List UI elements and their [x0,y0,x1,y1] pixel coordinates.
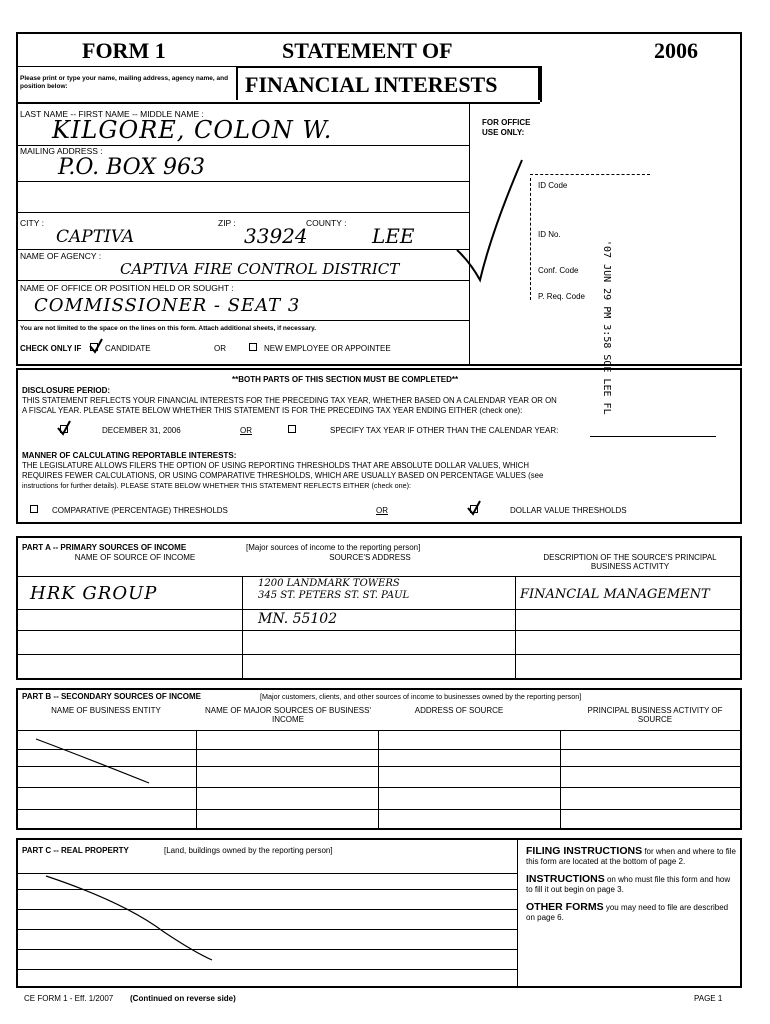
disclosure-period-heading: DISCLOSURE PERIOD: [22,386,111,395]
part-b-col-address: ADDRESS OF SOURCE [414,706,504,715]
county-value: LEE [372,224,415,248]
or-label-period: OR [240,426,252,435]
form-number: FORM 1 [82,38,166,63]
dec31-checkmark [56,420,72,436]
received-stamp: '07 JUN 29 PM 3:58 SOE LEE FL [601,240,612,415]
or-label-manner: OR [376,506,388,515]
handwritten-check-mark [452,150,532,300]
zip-label: ZIP : [218,218,236,228]
manner-text-1: THE LEGISLATURE ALLOWS FILERS THE OPTION OF USING REPORTING THRESHOLDS THAT ARE ABSOLUTE DOLLAR VALUES, WHICH [22,461,530,470]
part-a-heading: PART A -- PRIMARY SOURCES OF INCOME [22,543,187,552]
candidate-checkmark [88,338,104,354]
part-b-heading: PART B -- SECONDARY SOURCES OF INCOME [22,692,201,701]
filing-t1: for when and where to file this form are located at the bottom of page 2. [526,847,736,866]
manner-text-2: REQUIRES FEWER CALCULATIONS, OR USING COMPARATIVE THRESHOLDS, WHICH ARE USUALLY BASED ON PERCENTAGE VALUES (see [22,471,544,480]
both-parts-note: **BOTH PARTS OF THIS SECTION MUST BE COMPLETED** [232,375,459,384]
footer-right: PAGE 1 [694,994,723,1003]
part-a-row1-address-3: MN. 55102 [258,611,338,627]
id-code-label: ID Code [538,181,568,190]
part-a-row1-activity: FINANCIAL MANAGEMENT [520,587,710,602]
city-label: CITY : [20,218,44,228]
part-b-subheading: [Major customers, clients, and other sources of income to businesses owned by the reporting person] [260,692,582,701]
manner-text-3: instructions for further details). PLEASE STATE BELOW WHETHER THIS STATEMENT REFLECTS EITHER (check one): [22,481,412,490]
form-title-line1: STATEMENT OF [282,38,453,63]
comparative-label: COMPARATIVE (PERCENTAGE) THRESHOLDS [52,506,228,515]
address-value: P.O. BOX 963 [58,155,205,180]
new-employee-label: NEW EMPLOYEE OR APPOINTEE [264,344,391,353]
dec31-label: DECEMBER 31, 2006 [102,426,181,435]
p-req-code-label: P. Req. Code [538,292,585,301]
instructions-note: Please print or type your name, mailing address, agency name, and position below: [20,75,229,90]
part-b-strikethrough [34,737,154,787]
manner-heading: MANNER OF CALCULATING REPORTABLE INTERESTS: [22,451,237,460]
filing-h1: FILING INSTRUCTIONS [526,845,643,857]
filing-t2: on who must file this form and how to fill it out begin on page 3. [526,875,731,894]
filing-t3: you may need to file are described on page 6. [526,903,729,922]
candidate-label: CANDIDATE [105,344,151,353]
part-a-row1-name: HRK GROUP [30,583,158,604]
footer-middle: (Continued on reverse side) [130,994,236,1003]
filing-h2: INSTRUCTIONS [526,873,605,885]
part-a-col-name: NAME OF SOURCE OF INCOME [74,553,196,562]
part-c-strikethrough [44,872,214,962]
specify-year-checkbox[interactable] [288,425,296,433]
agency-label: NAME OF AGENCY : [20,251,102,261]
office-use-label-2: USE ONLY: [482,128,525,137]
new-employee-checkbox[interactable] [249,343,257,351]
filing-instructions-panel [526,846,736,923]
office-label: NAME OF OFFICE OR POSITION HELD OR SOUGHT : [20,283,234,293]
conf-code-label: Conf. Code [538,266,579,275]
name-label: LAST NAME -- FIRST NAME -- MIDDLE NAME : [20,109,204,119]
part-a-row1-address-1: 1200 LANDMARK TOWERS [258,578,400,589]
agency-value: CAPTIVA FIRE CONTROL DISTRICT [120,260,400,278]
comparative-checkbox[interactable] [30,505,38,513]
part-a-col-address: SOURCE'S ADDRESS [329,553,411,562]
filing-h3: OTHER FORMS [526,901,604,913]
zip-value: 33924 [244,224,308,248]
disclosure-period-text-2: A FISCAL YEAR. PLEASE STATE BELOW WHETHER THIS STATEMENT IS FOR THE PRECEDING TAX YEAR ENDING EITHER (check one): [22,406,523,415]
footer-left: CE FORM 1 - Eff. 1/2007 [24,994,114,1003]
or-label-identity: OR [214,344,226,353]
check-only-if-label: CHECK ONLY IF [20,344,82,353]
part-c-heading: PART C -- REAL PROPERTY [22,846,129,855]
city-value: CAPTIVA [56,227,135,247]
specify-year-label: SPECIFY TAX YEAR IF OTHER THAN THE CALENDAR YEAR: [330,426,559,435]
form-year: 2006 [654,38,698,63]
part-a-col-activity: DESCRIPTION OF THE SOURCE'S PRINCIPAL BUSINESS ACTIVITY [543,553,717,571]
part-a-row1-address-2: 345 ST. PETERS ST. ST. PAUL [258,590,410,601]
county-label: COUNTY : [306,218,347,228]
part-b-col-sources: NAME OF MAJOR SOURCES OF BUSINESS' INCOME [205,706,371,724]
form-title-line2: FINANCIAL INTERESTS [245,72,498,97]
dollar-value-checkmark [466,500,482,516]
space-note: You are not limited to the space on the lines on this form. Attach additional sheets, if necessary. [20,325,317,332]
id-no-label: ID No. [538,230,561,239]
part-a-subheading: [Major sources of income to the reporting person] [246,543,421,552]
address-label: MAILING ADDRESS : [20,146,103,156]
disclosure-section-frame [16,368,742,524]
part-b-col-entity: NAME OF BUSINESS ENTITY [51,706,161,715]
part-c-subheading: [Land, buildings owned by the reporting person] [164,846,333,855]
name-value: KILGORE, COLON W. [52,116,333,144]
dollar-value-label: DOLLAR VALUE THRESHOLDS [510,506,627,515]
office-use-label-1: FOR OFFICE [482,118,531,127]
part-b-col-activity: PRINCIPAL BUSINESS ACTIVITY OF SOURCE [587,706,723,724]
office-value: COMMISSIONER - SEAT 3 [34,295,301,316]
disclosure-period-text-1: THIS STATEMENT REFLECTS YOUR FINANCIAL INTERESTS FOR THE PRECEDING TAX YEAR, WHETHER BASED ON A CALENDAR YEAR OR ON [22,396,557,405]
